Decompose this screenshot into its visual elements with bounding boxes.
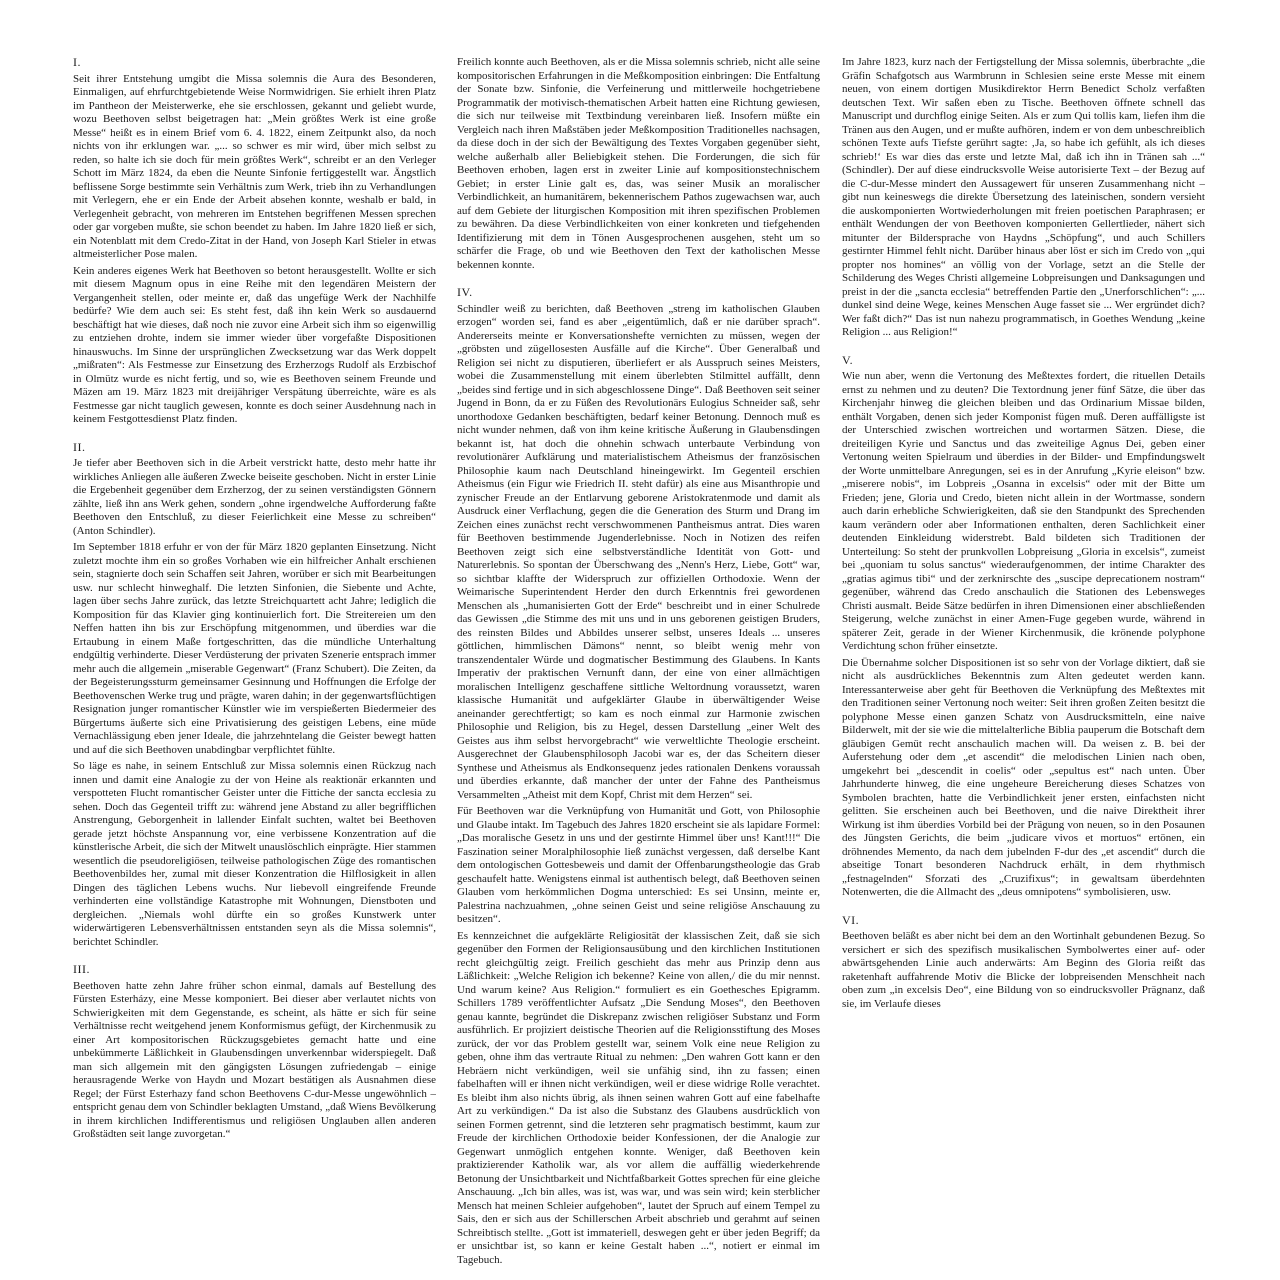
- paragraph: Es kennzeichnet die aufgeklärte Religiosität der klassischen Zeit, daß sie sich gegenüber den Formen der Religionsausübung und den kirchlichen Institutionen recht gleichgültig zeigt. Freilich geschieht das mehr aus Prinzip denn aus Läßlichkeit: „Welche Religion ich bekenne? Keine von allen,/ die du mir nennst. Und warum keine? Aus Religion.“ formuliert es ein Goethesches Epigramm. Schillers 1789 veröffentlichter Aufsatz „Die Sendung Moses“, den Beethoven genau kannte, begründet die Diskrepanz zwischen religiöser Substanz und Form ausführlich. Er projiziert deistische Theorien auf die Religionsstiftung des Moses zurück, der vor das Problem gestellt war, seinem Volk eine neue Religion zu geben, ohne ihm das vertraute Ritual zu nehmen: „Den wahren Gott kann er den Hebräern nicht verkündigen, weil sie unfähig sind, ihn zu fassen; einen fabelhaften will er ihnen nicht verkündigen, weil er diese widrige Rolle verachtet. Es bleibt ihm also nichts übrig, als ihnen seinen wahren Gott auf eine fabelhafte Art zu verkündigen.“ Da ist also die Substanz des Glaubens ausdrücklich von seinen Formen getrennt, sind die letzteren sehr pragmatisch bestimmt, kaum zur Freude der kirchlichen Orthodoxie beider Konfessionen, der die Analogie zur Gegenwart unmöglich entgehen konnte. Weniger, daß Beethoven kein praktizierender Katholik war, als vor allem die auffällig wiederkehrende Betonung der Unsichtbarkeit und Nichtfaßbarkeit Gottes sprechen für eine gleiche Anschauung. „Ich bin alles, was ist, was war, und was sein wird; kein sterblicher Mensch hat meinen Schleier aufgehoben“, lautet der Spruch auf einem Tempel zu Sais, den er sich aus der Schillerschen Arbeit abschrieb und gerahmt auf seinen Schreibtisch stellte. „Gott ist immateriell, deswegen geht er über jeden Begriff; da er unsichtbar ist, so kann er keine Gestalt haben ...“, notiert er einmal im Tagebuch.: [457, 929, 820, 1266]
- paragraph: Im September 1818 erfuhr er von der für März 1820 geplanten Einsetzung. Nicht zuletzt mochte ihm ein so großes Vorhaben wie ein hilfreicher Anhalt erschienen sein, stagnierte doch sein Schaffen seit Jahren, worüber er sich mit Bearbeitungen usw. nur schlecht hinweghalf. Die letzten Sinfonien, die Siebente und Achte, lagen über sechs Jahre zurück, das letzte Streichquartett acht Jahre; lediglich die Komposition für das Klavier ging kontinuierlich fort. Die Streitereien um den Neffen hatten ihn bis zur Erschöpfung mitgenommen, und überdies war die Ertaubung in einem Maße fortgeschritten, das die mündliche Unterhaltung endgültig verhinderte. Dieser Verdüsterung der privaten Szenerie entsprach immer mehr auch die allgemein „miserable Gegenwart“ (Franz Schubert). Die Zeiten, da der Begeisterungssturm gemeinsamer Gesinnung und Hoffnungen die Erfolge der Beethovenschen Werke trug und prägte, waren dahin; in der gegenwartsflüchtigen Resignation junger romantischer Künstler wie im verspießerten Biedermeier des Bürgertums äußerte sich eine Privatisierung des geistigen Lebens, eine müde Vernachlässigung eben jener Ideale, die jahrzehntelang die Geister bewegt hatten und auf die sich Beethoven unabdingbar verpflichtet fühlte.: [73, 541, 436, 756]
- paragraph: Wie nun aber, wenn die Vertonung des Meßtextes fordert, die rituellen Details ernst zu nehmen und zu deuten? Die Textordnung jener fünf Sätze, die über das Kirchenjahr hinweg die gleichen bleiben und das Ordinarium Missae bilden, enthält Vorgaben, denen sich jeder Komponist fügen muß. Deren auffälligste ist der Unterschied zwischen wortreichen und wortarmen Sätzen. Diese, die dreiteiligen Kyrie und Sanctus und das zweiteilige Agnus Dei, geben einer Vertonung weiten Spielraum und überdies in der Bilder- und Empfindungswelt der Worte unmittelbare Anregungen, sei es in der Anrufung „Kyrie eleison“ bzw. „miserere nobis“, im Lobpreis „Osanna in excelsis“ oder mit der Bitte um Frieden; jene, Gloria und Credo, bieten nicht allein in der Wortmasse, sondern auch darin erhebliche Schwierigkeiten, daß sie den Standpunkt des Sprechenden kaum verändern oder aber Informationen enthalten, deren Sachlichkeit einer deutenden Einkleidung widerstrebt. Bald bildeten sich Traditionen der Unterteilung: So steht der prunkvollen Lobpreisung „Gloria in excelsis“, zumeist bei „quoniam tu solus sanctus“ wiederaufgenommen, der intime Charakter des „gratias agimus tibi“ und der zerknirschte des „suscipe deprecationem nostram“ gegenüber, während das Credo anschaulich die Stationen des Lebensweges Christi ausmalt. Beide Sätze bedürfen in ihren Dimensionen einer abschließenden Steigerung, welche zunächst in einer Amen-Fuge gegeben wurde, während in späterer Zeit, gerade in der Wiener Kirchenmusik, die krönende polyphone Verdichtung schon früher einsetzte.: [842, 370, 1205, 652]
- section-2: [73, 441, 436, 950]
- paragraph: Schindler weiß zu berichten, daß Beethoven „streng im katholischen Glauben erzogen“ worden sei, fand es aber „eigentümlich, daß er nie darüber sprach“. Andererseits meinte er Konversationshefte vernichten zu müssen, wegen der „gröbsten und zügellosesten Ausfälle auf die Kirche“. Über Generalbaß und Religion sei nicht zu disputieren, überliefert er als Ausspruch seines Meisters, wobei die Zusammenstellung mit einem überlebten Stilmittel auffällt, denn „beides sind fertige und in sich abgeschlossene Dinge“. Daß Beethoven seit seiner Jugend in Bonn, da er zu Füßen des Revolutionärs Eulogius Schneider saß, sehr unorthodoxe Gedanken beschäftigten, bedarf keiner Betonung. Dennoch muß es nicht wunder nehmen, daß von ihm keine kritische Äußerung in Glaubensdingen bekannt ist, hat doch die ohnehin schwach unterbaute Verbindung von revolutionärer Aufklärung und materialistischem Atheismus der französischen Philosophie kaum nach Deutschland hineingewirkt. Im Gegenteil erschien Atheismus (ein Figur wie Friedrich II. steht dafür) als eine aus Misanthropie und zynischer Freude an der Entlarvung geborene Aristokratenmode und damit als Ausdruck einer Verflachung, gegen die die Generation des Sturm und Drang im Zeichen eines zunächst recht verschwommenen Pantheismus antrat. Dies waren für Beethoven bestimmende Jugenderlebnisse. Noch in Notizen des reifen Beethoven zeigt sich eine selbstverständliche Identität von Gott- und Naturerlebnis. So spontan der Überschwang des „Nenn's Herz, Liebe, Gott“ war, so sichtbar klaffte der Widerspruch zur offiziellen Orthodoxie. Wenn der Weimarische Superintendent Herder den durch Erkenntnis frei gewordenen Menschen als „humanisierten Gott der Erde“ beschreibt und in einer Schulrede das Gewissen „die Stimme des mit uns und in uns geborenen geistigen Bruders, des reinsten Bildes und Abbildes unserer selbst, unseres Ideals ... unseres göttlichen, himmlischen Dämons“ nennt, so bleibt wenig mehr von transzendentaler Würde und dogmatischer Bestimmung des Glaubens. In Kants Imperativ der praktischen Vernunft dann, der eine von einer allmächtigen moralischen Intelligenz geschaffene sittliche Weltordnung voraussetzt, waren klassische Humanität und aufgeklärter Glaube in überwältigender Weise aneinander gerechtfertigt; so kam es noch einmal zur Harmonie zwischen Philosophie und Religion, bis zu Hegel, dessen Darstellung „einer Welt des Geistes aus ihm selbst hervorgebracht“ wie verweltlichte Theologie erscheint. Ausgerechnet der Glaubensphilosoph Jacobi war es, der das Scheitern dieser Synthese und Atheismus als Endkonsequenz jedes rationalen Denkens voraussah und überdies erkannte, daß mancher der unter der Fahne des Pantheismus Versammelten „Atheist mit dem Kopf, Christ mit dem Herzen“ sei.: [457, 302, 820, 801]
- section-heading: IV.: [457, 285, 473, 299]
- section-4-continued: [842, 56, 1205, 340]
- section-heading: V.: [842, 352, 854, 367]
- paragraph: Freilich konnte auch Beethoven, als er die Missa solemnis schrieb, nicht alle seine kompositorischen Erfahrungen in die Meßkomposition einbringen: Die Entfaltung der Sonate bzw. Sinfonie, die Verfeinerung und mittlerweile hochgetriebene Programmatik der motivisch-thematischen Arbeit hatten eine Richtung gewiesen, die sich nur teilweise mit Textbindung vereinbaren ließ. Insofern müßte ein Vergleich nach ihren Maßstäben jeder Meßkomposition Traditionelles nachsagen, da diese doch in der sich der Bewältigung des Textes Vorgaben gegenüber sieht, welche außerhalb aller Beliebigkeit stehen. Die Forderungen, die sich für Beethoven erhoben, lagen erst in zweiter Linie auf kompositionstechnischem Gebiet; in erster Linie galt es, das, was seiner Musik an moralischer Verbindlichkeit, an humanitärem, bekennerischem Pathos zugewachsen war, auch auf dem Gebiete der liturgischen Komposition mit ihren spezifischen Problemen zu bewähren. Da diese Verbindlichkeiten von einer konkreten und tiefgehenden Identifizierung mit dem in Tönen Ausgesprochenen ausgehen, steht um so schärfer die Frage, ob und wie Beethoven den Text der katholischen Messe bekennen konnte.: [457, 56, 820, 271]
- section-1: [73, 56, 436, 427]
- section-3-continued: [457, 56, 820, 272]
- paragraph: Je tiefer aber Beethoven sich in die Arbeit verstrickt hatte, desto mehr hatte ihr wirkliches Anliegen alle äußeren Zwecke beiseite geschoben. Nicht in erster Linie die Ergebenheit gegenüber dem Erzherzog, der zu seinen verständigsten Gönnern zählte, ließ ihn ans Werk gehen, sondern „ohne irgendwelche Aufforderung faßte Beethoven den Entschluß, zu dieser Feierlichkeit eine Messe zu schreiben“ (Anton Schindler).: [73, 457, 436, 537]
- text-column-middle: [457, 56, 820, 1278]
- section-heading: III.: [73, 962, 90, 976]
- text-column-left: [73, 56, 436, 1278]
- section-3-start: [73, 963, 436, 1142]
- paragraph: Für Beethoven war die Verknüpfung von Humanität und Gott, von Philosophie und Glaube intakt. Im Tagebuch des Jahres 1820 erscheint sie als lapidare Formel: „Das moralische Gesetz in uns und der gestirnte Himmel über uns! Kant!!!“ Die Faszination seiner Moralphilosophie ließ zunächst vergessen, daß derselbe Kant dem ontologischen Gottesbeweis und damit der Offenbarungstheologie das Grab geschaufelt hatte. Wenigstens einmal ist authentisch belegt, daß Beethoven seinen Glauben vom herkömmlichen Dogma unterschied: Es sei Unsinn, meinte er, Palestrina nachzuahmen, „ohne seinen Geist und seine religiöse Anschauung zu besitzen“.: [457, 805, 820, 925]
- section-4: [457, 286, 820, 1267]
- text-column-right: [842, 56, 1205, 1278]
- paragraph: Im Jahre 1823, kurz nach der Fertigstellung der Missa solemnis, überbrachte „die Gräfin Schafgotsch aus Warmbrunn in Schlesien seine erste Messe mit einem neuen, von einem dortigen Musikdirektor Herrn Benedict Scholz verfaßten deutschen Text. Wir saßen eben zu Tische. Beethoven öffnete schnell das Manuscript und durchflog einige Seiten. Als er zum Qui tollis kam, liefen ihm die Tränen aus den Augen, und er mußte aufhören, indem er von dem unbeschreiblich schönen Texte aufs Tiefste gerührt sagte: ‚Ja, so habe ich gefühlt, als ich dieses schrieb!‘ Es war dies das erste und letzte Mal, daß ich ihn in Tränen sah ...“ (Schindler). Der auf diese eindrucksvolle Weise autorisierte Text – der Bezug auf die C-dur-Messe mindert den Aussagewert für unseren Zusammenhang nicht – gibt nun keineswegs die direkte Übersetzung des lateinischen, sondern versieht die auskomponierten Wortwiederholungen mit freien poetischen Paraphrasen; er enthält Wendungen der von Beethoven komponierten Gellertlieder, nähert sich mitunter der Bildersprache von Haydns „Schöpfung“, und auch Schillers gestirnter Himmel fehlt nicht. Darüber hinaus aber löst er sich im Credo von „qui propter nos homines“ an völlig von der Vorlage, setzt an die Stelle der Schilderung des Weges Christi allgemeine Lobpreisungen und Danksagungen und preist in der die „sancta ecclesia“ betreffenden Partie den „Unerforschlichen“: „... dunkel sind deine Wege, keines Menschen Auge fasset sie ... Wer ergründet dich? Wer faßt dich?“ Das ist nun nahezu programmatisch, in Goethes Wendung „keine Religion ... aus Religion!“: [842, 56, 1205, 338]
- paragraph: Beethoven hatte zehn Jahre früher schon einmal, damals auf Bestellung des Fürsten Esterházy, eine Messe komponiert. Bei dieser aber verlautet nichts von Schwierigkeiten mit dem Gegenstande, es scheint, als hätte er sich für seine Verhältnisse recht weitgehend jenem Konformismus gefügt, der Kirchenmusik zu einer Art kompositorischen Rückzugsgebietes gemacht hatte und eine unbekümmerte Läßlichkeit in Glaubensdingen unverkennbar widerspiegelt. Daß man sich allgemein mit den gängigsten Lösungen zufriedengab – einige herausragende Werke von Haydn und Mozart bestätigen als Ausnahmen diese Regel; der Fürst Esterhazy fand schon Beethovens C-dur-Messe ungewöhnlich – entspricht genau dem von Schindler beklagten Umstand, „daß Wiens Bevölkerung in ihrem kirchlichen Indifferentismus und religiösen Unglauben allen anderen Großstädten seit lange zuvorgetan.“: [73, 979, 436, 1140]
- paragraph: Seit ihrer Entstehung umgibt die Missa solemnis die Aura des Besonderen, Einmaligen, auf ehrfurchtgebietende Weise Normwidrigen. Sie erhielt ihren Platz im Pantheon der Meisterwerke, ehe sie erschlossen, gekannt und geliebt wurde, wozu Beethoven selbst beigetragen hat: „Mein größtes Werk ist eine große Messe“ heißt es in einem Brief vom 6. 4. 1822, einem Zeitpunkt also, da noch nichts von ihr erklungen war. „... so schwer es mir wird, über mich selbst zu reden, so halte ich sie doch für mein größtes Werk“, schreibt er an den Verleger Schott im März 1824, da eben die Neunte Sinfonie fertiggestellt war. Ängstlich beflissene Sorge bestimmte sein Verhältnis zum Werk, trieb ihn zu Verhandlungen mit Verlegern, ehe er ein Ende der Arbeit absehen konnte, weshalb er bald, in Verlegenheit gebracht, von mehreren im Entstehen begriffenen Messen sprechen oder gar vorgeben mußte, sie schon beendet zu haben. Im Jahre 1820 ließ er sich, ein Notenblatt mit dem Credo-Zitat in der Hand, von Joseph Karl Stieler in etwas altmeisterlicher Pose malen.: [73, 72, 436, 260]
- section-6: [842, 914, 1205, 1012]
- paragraph: Die Übernahme solcher Dispositionen ist so sehr von der Vorlage diktiert, daß sie nicht als ausdrückliches Bekenntnis zum Alten gedeutet werden kann. Interessanterweise aber geht für Beethoven die Verknüpfung des Meßtextes mit den Traditionen seiner Vertonung noch weiter: Seit ihren großen Zeiten besitzt die polyphone Messe einen ganzen Schatz von Ausdrucksmitteln, eine naive Bilderwelt, mit der sie wie die mittelalterliche Biblia pauperum die Botschaft dem gläubigen Gemüt recht anschaulich machen will. Da weisen z. B. bei der Auferstehung oder dem „et ascendit“ die melodischen Linien nach oben, umgekehrt bei „descendit in coelis“ oder „sepultus est“ nach unten. Über Jahrhunderte hinweg, die eine ungeheure Bereicherung dieses Schatzes von Symbolen brachten, hatte die Verbindlichkeit jener ersten, einfachsten nicht gelitten. Sie erscheinen auch bei Beethoven, und die naive Direktheit ihrer Wirkung ist ihm überdies Vorbild bei der Prägung von neuen, so in den Posaunen des Jüngsten Gerichts, die beim „judicare vivos et mortuos“ ertönen, ein dröhnendes Memento, da nach dem jubelnden F-dur des „et ascendit“ durch die abseitige Tonart besonderen Nachdruck erhält, in dem rhythmisch „festnagelnden“ Sforzati des „Cruzifixus“; in gewaltsam überdehnten Notenwerten, die die Allmacht des „deus omnipotens“ symbolisieren, usw.: [842, 656, 1205, 898]
- section-heading: VI.: [842, 912, 860, 927]
- section-5: [842, 354, 1205, 900]
- section-heading: II.: [73, 439, 86, 454]
- section-heading: I.: [73, 56, 81, 69]
- paragraph: Kein anderes eigenes Werk hat Beethoven so betont herausgestellt. Wollte er sich mit diesem Magnum opus in eine Reihe mit den legendären Meistern der Vergangenheit stellen, oder meinte er, daß das ungefüge Werk der Nachhilfe bedürfe? Wie dem auch sei: Es steht fest, daß ihn kein Werk so ausdauernd beschäftigt hat wie dieses, daß noch nie zuvor eine Arbeit sich ihm so eigenwillig zu entziehen drohte, indem sie immer wieder über vorgefaßte Dispositionen hinauswuchs. Im Sinne der ursprünglichen Zwecksetzung war das Werk doppelt „mißraten“: Als Festmesse zur Einsetzung des Erzherzogs Rudolf als Erzbischof in Olmütz wurde es nicht fertig, und so, wie es Beethoven seinem Freunde und Mäzen am 19. März 1823 mit dreijähriger Verspätung überreichte, wäre es als Festmesse gar nicht tauglich gewesen, konnte es doch seiner Ausdehnung nach in keinem Festgottesdienst Platz finden.: [73, 264, 436, 425]
- paragraph: Beethoven beläßt es aber nicht bei dem an den Wortinhalt gebundenen Bezug. So versichert er sich des spezifisch musikalischen Symbolwertes einer auf- oder abwärtsgehenden Linie auch anderwärts: Am Beginn des Gloria reißt das raketenhaft auffahrende Motiv die Blicke der lobpreisenden Menschheit nach oben zum „in excelsis Deo“, eine Bildung von so eindrucksvoller Prägnanz, daß sie, im Verlaufe dieses: [842, 930, 1205, 1010]
- paragraph: So läge es nahe, in seinem Entschluß zur Missa solemnis einen Rückzug nach innen und damit eine Analogie zu der von Heine als reaktionär erkannten und verspotteten Flucht romantischer Geister unter die Fittiche der sancta ecclesia zu sehen. Doch das Gegenteil trifft zu: während jene Abstand zu aller begrifflichen Anstrengung, Geborgenheit in lallender Einfalt suchten, waltet bei Beethoven gerade jetzt höchste Anspannung vor, eine verbissene Konzentration auf die künstlerische Arbeit, die sich der Mitwelt unauslöschlich einprägte. Hier stammen wesentlich die pseudoreligiösen, teilweise pathologischen Züge des romantischen Beethovenbildes her, zumal mit dieser Konzentration die Hilflosigkeit in allen Dingen des täglichen Lebens wuchs. Nur liebevoll eingreifende Freunde verhinderten eine vollständige Katastrophe mit Wohnungen, Dienstboten und dergleichen. „Niemals wohl dürfte ein so großes Kunstwerk unter widerwärtigeren Lebensverhältnissen entstanden seyn als die Missa solemnis“, berichtet Schindler.: [73, 760, 436, 948]
